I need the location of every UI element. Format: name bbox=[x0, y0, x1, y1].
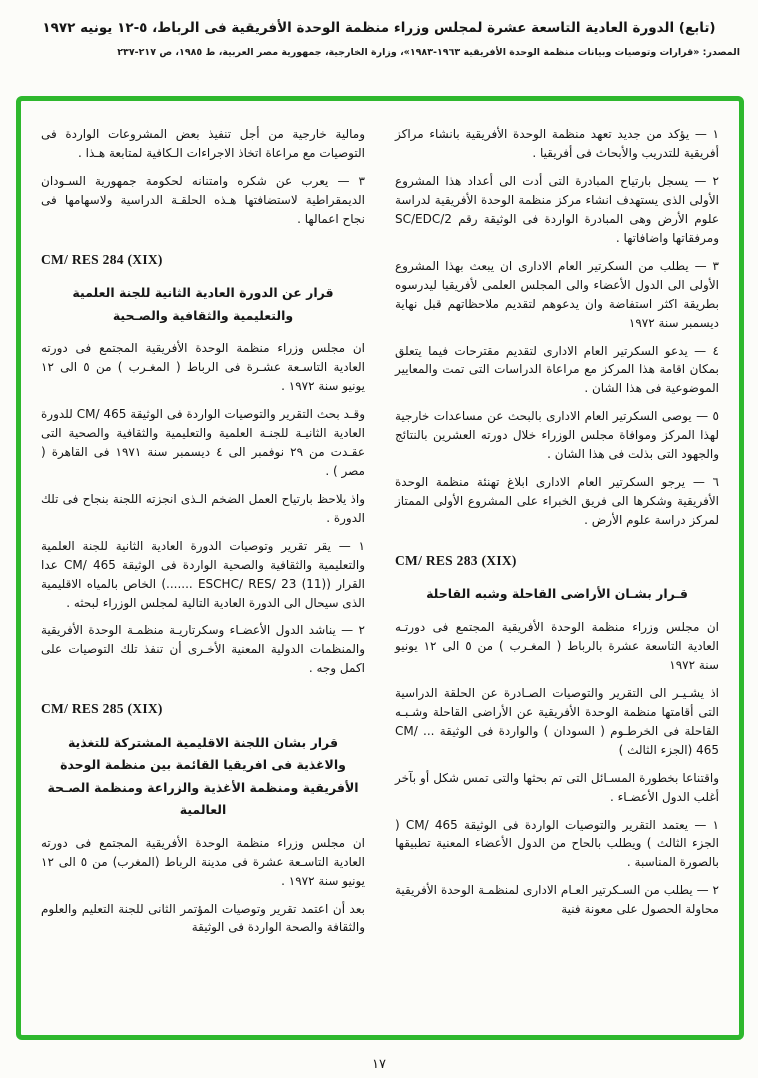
paragraph: ١ — يقر تقرير وتوصيات الدورة العادية الثانية للجنة العلمية والتعليمية والثقافية والصحية الواردة فى الوثيقة CM/ 465 عدا القرار (ESCHC/ RES/ 23 (11) .......) الخاص بالمياه الاقليمية الذى سيحال الى الدورة العادية التالية لمجلس الوزراء لبحثه . bbox=[41, 538, 365, 610]
paragraph: ٥ — يوصى السكرتير العام الادارى بالبحث عن مساعدات خارجية لهذا المركز وموافاة مجلس الوزراء خلال دورته العشرين بالنتائج والجهود التى بذلت فى هذا الشان . bbox=[395, 409, 719, 462]
green-frame bbox=[16, 96, 744, 1040]
page-header bbox=[0, 0, 758, 58]
paragraph: ٢ — يناشد الدول الأعضـاء وسكرتاريـة منظمـة الوحدة الأفريقية والمنظمات الدولية المعنية الأخـرى أن تنفذ تلك التوصيات على اكمل وجه . bbox=[41, 623, 365, 676]
paragraph: ان مجلس وزراء منظمة الوحدة الأفريقية المجتمع فى دورته العادية التاسـعة عشرة فى مدينة الرباط (المغرب) من ٥ الى ١٢ يونيو سنة ١٩٧٢ . bbox=[41, 835, 365, 888]
resolution-title: قرار بشان اللجنة الاقليمية المشتركة للتغذية والاغذية فى افريقيا القائمة بين منظمة الوحدة الأفريقية ومنظمة الأغذية والزراعة ومنظمة الصـحة العالمية bbox=[47, 734, 359, 818]
page-footer bbox=[0, 1057, 758, 1072]
paragraph: ٣ — يعرب عن شكره وامتنانه لحكومة جمهورية السـودان الديمقراطية لاستضافتها هـذه الحلقـة الدراسية ولاسهامها فى نجاح اعمالها . bbox=[41, 173, 365, 226]
paragraph: ومالية خارجية من أجل تنفيذ بعض المشروعات الواردة فى التوصيات مع مراعاة اتخاذ الاجراءات الـكافية لمتابعة هـذا . bbox=[41, 127, 365, 160]
page-number: ١٧ bbox=[372, 1057, 386, 1072]
paragraph: ٤ — يدعو السكرتير العام الادارى لتقديم مقترحات فيما يتعلق بمكان اقامة هذا المركز مع مراعاة الدراسات التى تمت والمعايير الموضوعية فى هذا الشان . bbox=[395, 343, 719, 396]
resolution-code: CM/ RES 285 (XIX) bbox=[41, 701, 163, 717]
paragraph: اذ يشـيـر الى التقرير والتوصيات الصـادرة عن الحلقة الدراسية التى أقامتها منظمة الوحدة الأفريقية عن الأراضى القاحلة وشـبـه القاحلة فى الخرطـوم ( السودان ) والواردة فى الوثيقة ... CM/ 465 (الجزء الثالث ) bbox=[395, 685, 719, 757]
resolution-title: قرار عن الدورة العادية الثانية للجنة العلمية والتعليمية والثقافية والصـحية bbox=[72, 285, 334, 323]
paragraph: ٣ — يطلب من السكرتير العام الادارى ان يبعث بهذا المشروع الأولى الى الدول الأعضاء والى المجلس العلمى لأفريقيا ليدرسوه بطريقة اكثر استفاضة وان يدعوهم لتقديم ملاحظاتهم قبل نهاية ديسمبر سنة ١٩٧٢ bbox=[395, 258, 719, 330]
source-citation: المصدر: «قرارات وتوصيات وبيانات منظمة الوحدة الأفريقية ١٩٦٣-١٩٨٣»، وزارة الخارجية، جمهورية مصر العربية، ط ١٩٨٥، ص ٢١٧-٢٣٧ bbox=[117, 47, 740, 59]
paragraph: بعد أن اعتمد تقرير وتوصيات المؤتمر الثانى للجنة التعليم والعلوم والثقافة والصحة الواردة فى الوثيقة bbox=[41, 901, 365, 935]
paragraph: ٢ — يطلب من السـكرتير العـام الادارى لمنظمـة الوحدة الأفريقية محاولة الحصول على معونة فنية bbox=[395, 883, 719, 917]
paragraph: ٢ — يسجل بارتياح المبادرة التى أدت الى أعداد هذا المشروع الأولى الذى يستهدف انشاء مركز منظمة الوحدة الأفريقية لدراسة علوم الأرض وهى المبادرة الواردة فى الوثيقة رقم SC/EDC/2 ومرفقاتها واضافاتها . bbox=[395, 173, 719, 245]
paragraph: ان مجلس وزراء منظمة الوحدة الأفريقية المجتمع فى دورتـه العادية التاسعة عشرة بالرباط ( المغـرب ) من ٥ الى ١٢ يونيو سنة ١٩٧٢ bbox=[395, 619, 719, 672]
paragraph: ١ — يؤكد من جديد تعهد منظمة الوحدة الأفريقية بانشاء مراكز أفريقية للتدريب والأبحاث فى أفريقيا . bbox=[395, 127, 719, 160]
paragraph: وقـد بحث التقرير والتوصيات الواردة فى الوثيقة CM/ 465 للدورة العادية الثانيـة للجنـة العلمية والتعليمية والثقافية والصحية التى عقـدت من ٢٩ نوفمبر الى ٤ ديسمبر سنة ١٩٧١ فى القاهرة ( مصر ) . bbox=[41, 406, 366, 478]
document-title: (تابع) الدورة العادية التاسعة عشرة لمجلس وزراء منظمة الوحدة الأفريقية فى الرباط، ٥-١٢ يونيه ١٩٧٢ bbox=[42, 20, 716, 36]
column-right bbox=[395, 125, 719, 1017]
paragraph: ١ — يعتمد التقرير والتوصيات الواردة فى الوثيقة CM/ 465 ( الجزء الثالث ) ويطلب بالحاح من الدول الأعضاء المعنية تطبيقها بالصورة المناسبة . bbox=[395, 817, 719, 870]
paragraph: واذ يلاحظ بارتياح العمل الضخم الـذى انجزته اللجنة بنجاح فى تلك الدورة . bbox=[41, 491, 365, 525]
resolution-code: CM/ RES 283 (XIX) bbox=[395, 553, 517, 569]
paragraph: ٦ — يرجو السكرتير العام الادارى ابلاغ تهنئة منظمة الوحدة الأفريقية وشكرها الى فريق الخبراء على المشروع الأولى الممتاز لمركز دراسة علوم الأرض . bbox=[395, 475, 719, 528]
paragraph: واقتناعا بخطورة المسـائل التى تم بحثها والتى تمس شكل أو بآخر أغلب الدول الأعضـاء . bbox=[395, 770, 719, 804]
column-left bbox=[41, 125, 365, 1017]
paragraph: ان مجلس وزراء منظمة الوحدة الأفريقية المجتمع فى دورته العادية التاسـعة عشـرة فى الرباط ( المغـرب ) من ٥ الى ١٢ يونيو سنة ١٩٧٢ . bbox=[41, 341, 365, 393]
resolution-code: CM/ RES 284 (XIX) bbox=[41, 251, 163, 267]
resolution-title: قـرار بشـان الأراضى القاحلة وشبه القاحلة bbox=[426, 586, 688, 602]
